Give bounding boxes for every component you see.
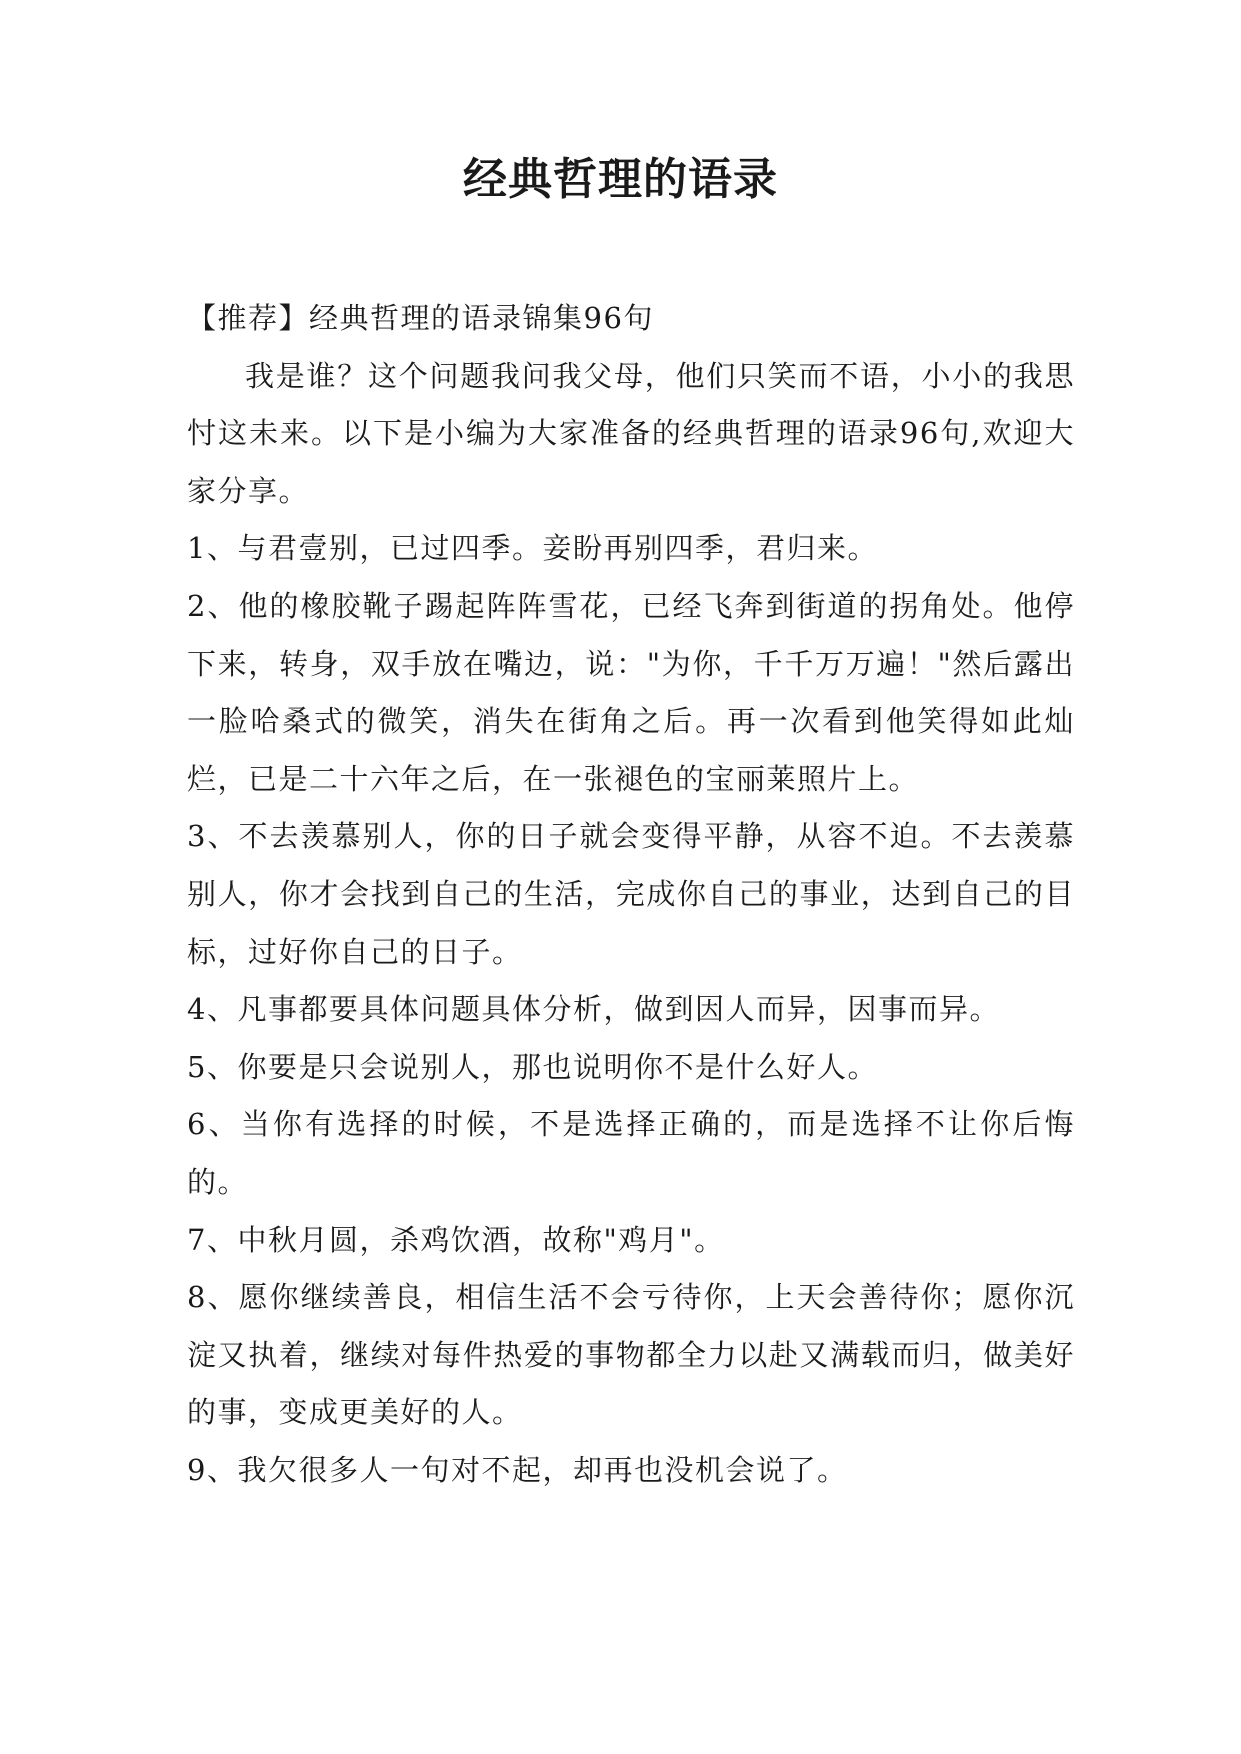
intro-heading: 【推荐】经典哲理的语录锦集96句 (187, 301, 654, 335)
page-title: 经典哲理的语录 (463, 154, 778, 205)
quote-item: 2、他的橡胶靴子踢起阵阵雪花，已经飞奔到街道的拐角处。他停下来，转身，双手放在嘴边，说："为你，千千万万遍！"然后露出一脸哈桑式的微笑，消失在街角之后。再一次看到他笑得如此灿烂，已是二十六年之后，在一张褪色的宝丽莱照片上。 (187, 588, 1075, 796)
quote-item: 7、中秋月圆，杀鸡饮酒，故称"鸡月"。 (187, 1222, 725, 1257)
quote-item: 8、愿你继续善良，相信生活不会亏待你，上天会善待你；愿你沉淀又执着，继续对每件热爱的事物都全力以赴又满载而归，做美好的事，变成更美好的人。 (187, 1280, 1075, 1430)
quote-item: 1、与君壹别，已过四季。妾盼再别四季，君归来。 (187, 531, 878, 566)
intro-paragraph: 我是谁？这个问题我问我父母，他们只笑而不语，小小的我思忖这未来。以下是小编为大家准备的经典哲理的语录96句,欢迎大家分享。 (187, 358, 1075, 508)
document-body (187, 290, 1075, 1499)
quote-item: 3、不去羡慕别人，你的日子就会变得平静，从容不迫。不去羡慕别人，你才会找到自己的生活，完成你自己的事业，达到自己的目标，过好你自己的日子。 (187, 819, 1075, 969)
quote-item: 5、你要是只会说别人，那也说明你不是什么好人。 (187, 1049, 878, 1084)
quote-item: 6、当你有选择的时候，不是选择正确的，而是选择不让你后悔的。 (187, 1107, 1075, 1199)
quote-item: 4、凡事都要具体问题具体分析，做到因人而异，因事而异。 (187, 992, 1000, 1027)
quote-item: 9、我欠很多人一句对不起，却再也没机会说了。 (187, 1452, 848, 1487)
